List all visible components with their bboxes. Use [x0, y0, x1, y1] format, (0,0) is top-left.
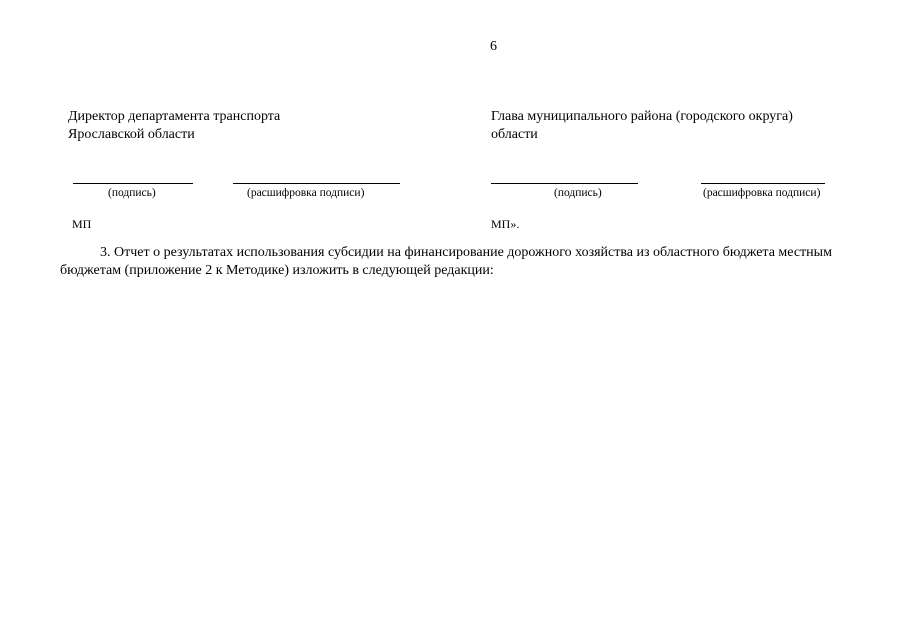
right-title-line2: области: [491, 127, 538, 142]
right-signature-line: [491, 183, 638, 184]
right-title-line1: Глава муниципального района (городского округа): [491, 109, 793, 124]
page-number: 6: [490, 39, 497, 54]
right-stamp: МП».: [491, 217, 520, 231]
left-signature-line: [73, 183, 193, 184]
left-decoding-caption: (расшифровка подписи): [247, 187, 365, 199]
left-signature-block: [68, 108, 280, 144]
left-decoding-line: [233, 183, 400, 184]
right-signature-caption: (подпись): [554, 187, 602, 199]
body-paragraph: 3. Отчет о результатах использования субсидии на финансирование дорожного хозяйства из областного бюджета местным бюджетам (приложение 2 к Методике) изложить в следующей редакции:: [60, 245, 832, 278]
right-decoding-caption: (расшифровка подписи): [703, 187, 821, 199]
right-signature-block: [491, 108, 793, 144]
left-title-line2: Ярославской области: [68, 127, 195, 142]
left-stamp: МП: [72, 217, 92, 231]
right-decoding-line: [701, 183, 825, 184]
left-signature-caption: (подпись): [108, 187, 156, 199]
left-title-line1: Директор департамента транспорта: [68, 109, 281, 124]
